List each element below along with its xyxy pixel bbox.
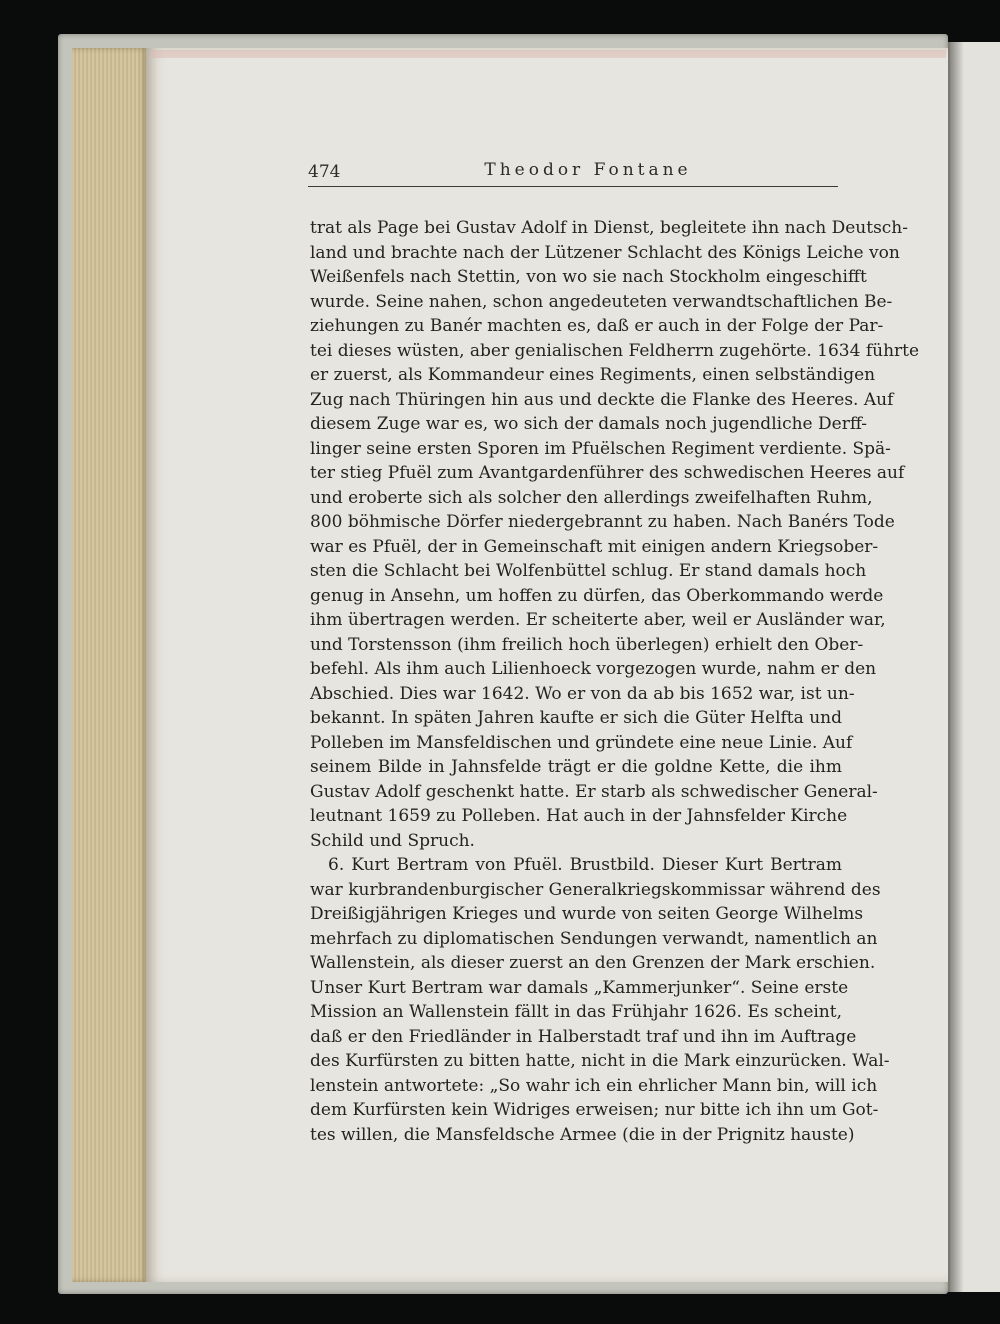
text-line: lenstein antwortete: „So wahr ich ein ehrlicher Mann bin, will ich	[310, 1075, 878, 1096]
page-number: 474	[308, 162, 341, 182]
text-line: dem Kurfürsten kein Widriges erweisen; nur bitte ich ihn um Got-	[310, 1100, 879, 1120]
text-line: 6. Kurt Bertram von Pfuël. Brustbild. Dieser Kurt Bertram	[328, 855, 842, 875]
text-line: ter stieg Pfuël zum Avantgardenführer des schwedischen Heeres auf	[310, 463, 905, 483]
text-line: war es Pfuël, der in Gemeinschaft mit einigen andern Kriegsober-	[310, 536, 879, 557]
text-line: Unser Kurt Bertram war damals „Kammerjunker“. Seine erste	[310, 977, 849, 998]
text-line: Weißenfels nach Stettin, von wo sie nach Stockholm eingeschifft	[310, 267, 867, 287]
page-header	[308, 158, 838, 187]
text-line: trat als Page bei Gustav Adolf in Dienst, begleitete ihn nach Deutsch-	[310, 218, 909, 238]
text-line: befehl. Als ihm auch Lilienhoeck vorgezogen wurde, nahm er den	[310, 659, 877, 679]
text-line: ihm übertragen werden. Er scheiterte aber, weil er Ausländer war,	[310, 610, 886, 630]
text-line: Zug nach Thüringen hin aus und deckte die Flanke des Heeres. Auf	[310, 389, 894, 410]
page-top-edge	[150, 50, 946, 58]
text-line: tei dieses wüsten, aber genialischen Feldherrn zugehörte. 1634 führte	[310, 340, 920, 361]
text-line: daß er den Friedländer in Halberstadt traf und ihn im Auftrage	[310, 1026, 857, 1047]
text-line: und Torstensson (ihm freilich hoch überlegen) erhielt den Ober-	[310, 634, 864, 655]
text-line: bekannt. In späten Jahren kaufte er sich die Güter Helfta und	[310, 708, 842, 728]
text-line: seinem Bilde in Jahnsfelde trägt er die goldne Kette, die ihm	[310, 757, 842, 777]
text-line: Gustav Adolf geschenkt hatte. Er starb als schwedischer General-	[310, 781, 878, 802]
text-line: tes willen, die Mansfeldsche Armee (die in der Prignitz hauste)	[310, 1124, 855, 1145]
text-line: war kurbrandenburgischer Generalkriegskommissar während des	[310, 879, 881, 900]
text-line: diesem Zuge war es, wo sich der damals noch jugendliche Derff-	[310, 414, 868, 434]
body-text	[310, 216, 920, 1147]
text-line: sten die Schlacht bei Wolfenbüttel schlug. Er stand damals hoch	[310, 561, 867, 581]
text-line: land und brachte nach der Lützener Schlacht des Königs Leiche von	[310, 242, 900, 263]
text-line: Schild und Spruch.	[310, 830, 475, 851]
text-line: Abschied. Dies war 1642. Wo er von da ab bis 1652 war, ist un-	[310, 683, 855, 704]
text-line: leutnant 1659 zu Polleben. Hat auch in der Jahnsfelder Kirche	[310, 806, 848, 826]
page-block-edges	[72, 48, 148, 1282]
text-line: Wallenstein, als dieser zuerst an den Grenzen der Mark erschien.	[310, 953, 876, 973]
text-line: genug in Ansehn, um hoffen zu dürfen, das Oberkommando werde	[310, 585, 884, 606]
text-line: Dreißigjährigen Krieges und wurde von seiten George Wilhelms	[310, 904, 864, 924]
text-line: 800 böhmische Dörfer niedergebrannt zu haben. Nach Banérs Tode	[310, 512, 895, 532]
text-line: ziehungen zu Banér machten es, daß er auch in der Folge der Par-	[310, 316, 884, 336]
running-title: Theodor Fontane	[484, 160, 692, 180]
text-line: und eroberte sich als solcher den allerdings zweifelhaften Ruhm,	[310, 487, 873, 508]
text-line: linger seine ersten Sporen im Pfuëlschen Regiment verdiente. Spä-	[310, 438, 891, 459]
text-line: des Kurfürsten zu bitten hatte, nicht in die Mark einzurücken. Wal-	[310, 1051, 890, 1071]
text-line: Mission an Wallenstein fällt in das Frühjahr 1626. Es scheint,	[310, 1002, 842, 1022]
text-line: mehrfach zu diplomatischen Sendungen verwandt, namentlich an	[310, 928, 878, 949]
text-line: er zuerst, als Kommandeur eines Regiments, einen selbständigen	[310, 365, 876, 385]
text-line: wurde. Seine nahen, schon angedeuteten verwandtschaftlichen Be-	[310, 291, 893, 312]
gutter-shadow	[950, 42, 964, 1292]
text-line: Polleben im Mansfeldischen und gründete eine neue Linie. Auf	[310, 732, 853, 753]
